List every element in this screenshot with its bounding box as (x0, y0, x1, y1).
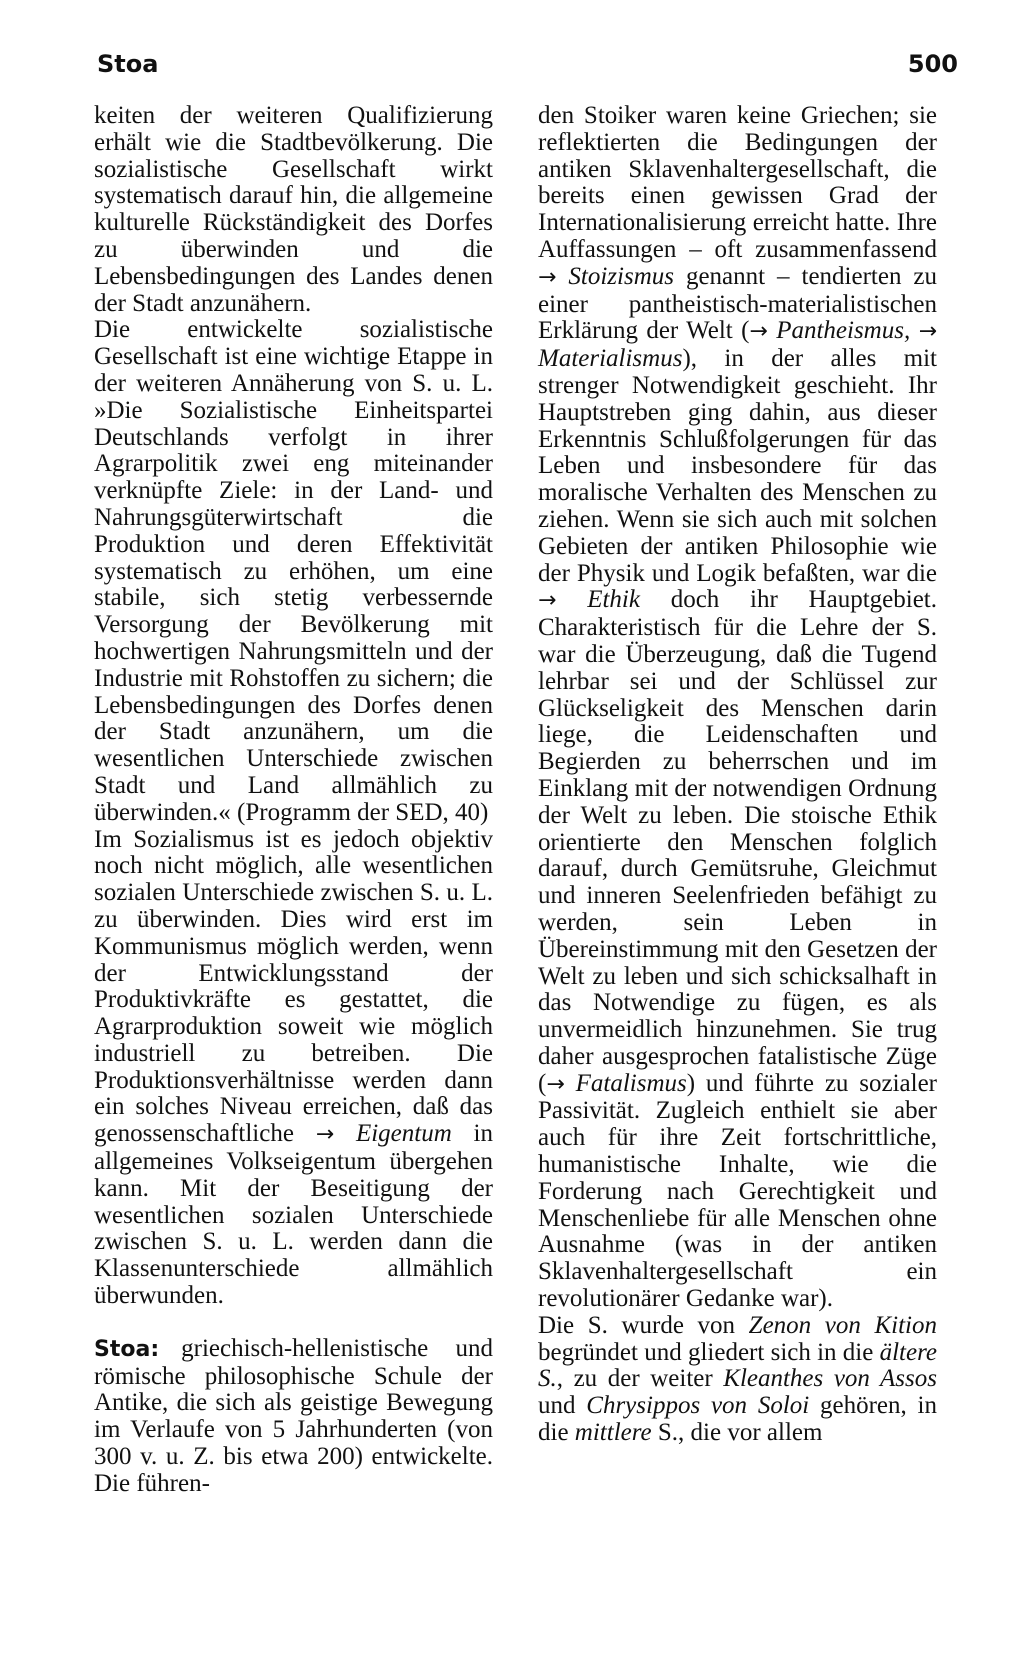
paragraph-text: ), in der alles mit strenger Notwendigkeit geschieht. Ihr Hauptstreben ging dahin, aus dieser Erkenntnis Schlußfolgerungen für das Leben und insbesondere für das moralische Verhalten des Menschen zu ziehen. Wenn sie sich auch mit solchen Gebieten der antiken Philosophie wie der Physik und Logik befaßten, war die (538, 345, 937, 587)
paragraph-text: genannt – tendierten zu einer pantheistisch-materialistischen Erklärung der Welt ( (538, 262, 938, 345)
paragraph-text: Die S. wurde von (538, 1311, 749, 1339)
right-column (538, 103, 937, 1447)
paragraph-text: , zu der weiter (556, 1365, 724, 1393)
paragraph-text: ) und führte zu sozialer Passivität. Zugleich enthielt sie aber auch für ihre Zeit fortschrittliche, humanistische Inhalte, wie die Forderung nach Gerechtigkeit und Menschenliebe für alle Menschen ohne Ausnahme (was in der antiken Sklavenhaltergesellschaft ein revolutionärer Gedanke war). (538, 1069, 937, 1313)
paragraph (94, 103, 493, 317)
entry-text: griechisch-hellenistische und römische philosophische Schule der Antike, die sich als geistige Bewegung im Verlaufe von 5 Jahrhunderten (von 300 v. u. Z. bis etwa 200) entwickelte. Die führen- (94, 1334, 493, 1497)
paragraph (538, 1313, 937, 1447)
cross-reference-pantheismus[interactable]: Pantheismus, (776, 317, 911, 345)
paragraph (94, 317, 493, 826)
cross-reference-ethik[interactable]: Ethik (587, 586, 640, 614)
cross-reference-materialismus[interactable]: Materialismus (538, 345, 683, 373)
paragraph-text: in allgemeines Volkseigentum übergehen kann. Mit der Beseitigung der wesentlichen sozialen Unterschiede zwischen S. u. L. werden dann die Klassenunterschiede allmählich überwunden. (94, 1120, 493, 1310)
paragraph-text: begründet und gliedert sich in die (538, 1338, 880, 1366)
paragraph-text: Im Sozialismus ist es jedoch objektiv noch nicht möglich, alle wesentlichen sozialen Unterschiede zwischen S. u. L. zu überwinden. Dies wird erst im Kommunismus möglich werden, wenn der Entwicklungsstand der Produktivkräfte es gestattet, die Agrarproduktion soweit wie möglich industriell zu betreiben. Die Produktionsverhältnisse werden dann ein solches Niveau erreichen, daß das genossenschaftliche (94, 825, 493, 1148)
paragraph-text: den Stoiker waren keine Griechen; sie reflektierten die Bedingungen der antiken Sklavenhaltergesellschaft, die bereits einen gewissen Grad der Internationalisierung erreicht hatte. Ihre Auffassungen – oft zusammenfassend (538, 102, 937, 263)
paragraph-text: doch ihr Hauptgebiet. Charakteristisch für die Lehre der S. war die Überzeugung, daß die Tugend lehrbar sei und der Schlüssel zur Glückseligkeit des Menschen darin liege, die Leidenschaften und Begierden zu beherrschen und im Einklang mit der notwendigen Ordnung der Welt zu leben. Die stoische Ethik orientierte den Menschen folglich darauf, durch Gemütsruhe, Gleichmut und inneren Seelenfrieden befähigt zu werden, sein Leben in Übereinstimmung mit den Gesetzen der Welt zu leben und sich schicksalhaft in das Notwendige zu fügen, es als unvermeidlich hinzunehmen. Sie trug daher ausgesprochen fatalistische Züge ( (538, 586, 937, 1097)
cross-reference-eigentum[interactable]: Eigentum (355, 1120, 452, 1148)
entry-stoa (94, 1336, 493, 1498)
name-chrysippos: Chrysippos von Soloi (586, 1392, 810, 1420)
paragraph-text: keiten der weiteren Qualifizierung erhält wie die Stadtbevölkerung. Die sozialistische Gesellschaft wirkt systematisch darauf hin, die allgemeine kulturelle Rückständigkeit des Dorfes zu überwinden und die Lebensbedingungen des Landes denen der Stadt anzunähern. (94, 102, 493, 317)
paragraph-text: Die entwickelte sozialistische Gesellschaft ist eine wichtige Etappe in der weiteren Annäherung von S. u. L. »Die Sozialistische Einheitspartei Deutschlands verfolgt in ihrer Agrarpolitik zwei eng miteinander verknüpfte Ziele: in der Land- und Nahrungsgüterwirtschaft die Produktion und deren Effektivität systematisch zu erhöhen, um eine stabile, sich stetig verbessernde Versorgung der Bevölkerung mit hochwertigen Nahrungsmitteln und der Industrie mit Rohstoffen zu sichern; die Lebensbedingungen des Dorfes denen der Stadt anzunähern, um die wesentlichen Unterschiede zwischen Stadt und Land allmählich zu überwinden.« (Programm der SED, 40) (94, 316, 493, 826)
cross-reference-arrow-icon: → (918, 319, 938, 345)
cross-reference-fatalismus[interactable]: Fatalismus (575, 1069, 687, 1097)
paragraph-text: gehören, in die (538, 1392, 937, 1447)
cross-reference-arrow-icon: → (749, 319, 768, 345)
paragraph-text: und (538, 1392, 587, 1420)
page-number: 500 (907, 50, 958, 78)
term-aeltere-stoa: ältere S. (538, 1338, 937, 1393)
cross-reference-stoizismus[interactable]: Stoizismus (568, 262, 674, 290)
cross-reference-arrow-icon: → (315, 1122, 335, 1148)
name-kleanthes: Kleanthes von Assos (723, 1365, 937, 1393)
headword-stoa: Stoa: (94, 1336, 160, 1362)
running-head: Stoa (97, 50, 159, 78)
left-column (94, 103, 493, 1498)
name-zenon: Zenon von Kition (748, 1311, 937, 1339)
term-mittlere-stoa: mittlere (574, 1419, 652, 1447)
paragraph-text: S., die vor allem (651, 1419, 823, 1447)
cross-reference-arrow-icon: → (538, 588, 557, 614)
cross-reference-arrow-icon: → (546, 1071, 565, 1097)
paragraph (538, 103, 937, 1313)
cross-reference-arrow-icon: → (538, 264, 557, 290)
paragraph (94, 827, 493, 1310)
